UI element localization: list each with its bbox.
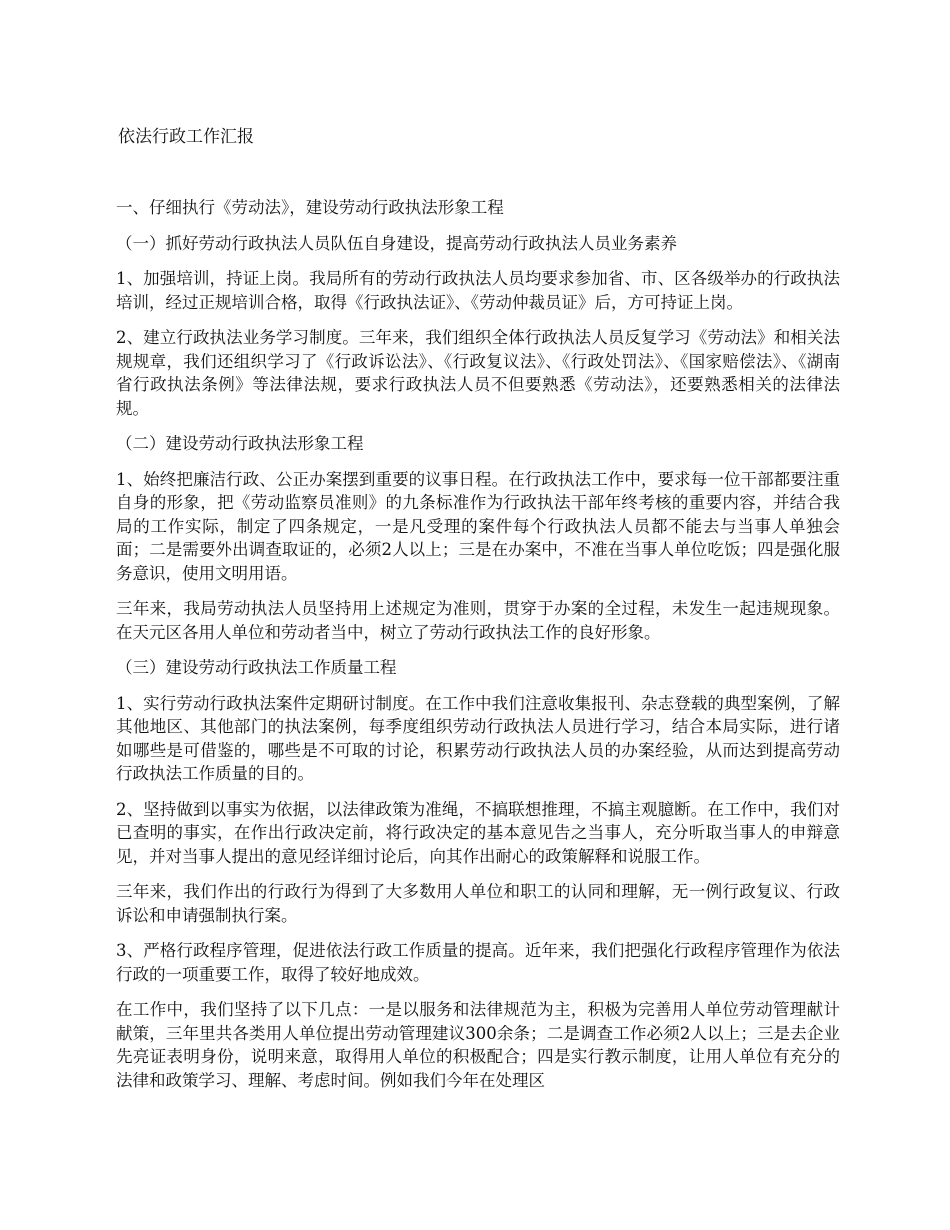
- paragraph: 3、严格行政程序管理，促进依法行政工作质量的提高。近年来，我们把强化行政程序管理作为依法行政的一项重要工作，取得了较好地成效。: [116, 941, 840, 984]
- paragraph: 三年来，我局劳动执法人员坚持用上述规定为准则，贯穿于办案的全过程，未发生一起违规现象。在天元区各用人单位和劳动者当中，树立了劳动行政执法工作的良好形象。: [116, 599, 840, 642]
- section-heading-1: 一、仔细执行《劳动法》，建设劳动行政执法形象工程: [116, 198, 504, 217]
- document-title: 依法行政工作汇报: [118, 127, 254, 147]
- paragraph: 1、始终把廉洁行政、公正办案摆到重要的议事日程。在行政执法工作中，要求每一位干部都要注重自身的形象，把《劳动监察员准则》的九条标准作为行政执法干部年终考核的重要内容，并结合我局的工作实际，制定了四条规定，一是凡受理的案件每个行政执法人员都不能去与当事人单独会面；二是需要外出调查取证的，必须2人以上；三是在办案中，不准在当事人单位吃饭；四是强化服务意识，使用文明用语。: [116, 469, 840, 583]
- paragraph: 2、建立行政执法业务学习制度。三年来，我们组织全体行政执法人员反复学习《劳动法》和相关法规规章，我们还组织学习了《行政诉讼法》、《行政复议法》、《行政处罚法》、《国家赔偿法》、《湖南省行政执法条例》等法律法规，要求行政执法人员不但要熟悉《劳动法》，还要熟悉相关的法律法规。: [116, 328, 840, 418]
- paragraph: 三年来，我们作出的行政行为得到了大多数用人单位和职工的认同和理解，无一例行政复议、行政诉讼和申请强制执行案。: [116, 882, 840, 925]
- subsection-heading-3: （三）建设劳动行政执法工作质量工程: [116, 658, 397, 677]
- document-body: [116, 196, 840, 1104]
- paragraph: 在工作中，我们坚持了以下几点：一是以服务和法律规范为主，积极为完善用人单位劳动管理献计献策，三年里共各类用人单位提出劳动管理建议300余条；二是调查工作必须2人以上；三是去企业先亮证表明身份，说明来意，取得用人单位的积极配合；四是实行教示制度，让用人单位有充分的法律和政策学习、理解、考虑时间。例如我们今年在处理区: [116, 1000, 840, 1090]
- subsection-heading-2: （二）建设劳动行政执法形象工程: [116, 434, 364, 453]
- paragraph: 1、实行劳动行政执法案件定期研讨制度。在工作中我们注意收集报刊、杂志登载的典型案例，了解其他地区、其他部门的执法案例，每季度组织劳动行政执法人员进行学习，结合本局实际，进行诸如哪些是可借鉴的，哪些是不可取的讨论，积累劳动行政执法人员的办案经验，从而达到提高劳动行政执法工作质量的目的。: [116, 693, 840, 783]
- paragraph: 1、加强培训，持证上岗。我局所有的劳动行政执法人员均要求参加省、市、区各级举办的行政执法培训，经过正规培训合格，取得《行政执法证》、《劳动仲裁员证》后，方可持证上岗。: [116, 269, 840, 312]
- paragraph: 2、坚持做到以事实为依据，以法律政策为准绳，不搞联想推理，不搞主观臆断。在工作中，我们对已查明的事实，在作出行政决定前，将行政决定的基本意见告之当事人，充分听取当事人的申辩意见，并对当事人提出的意见经详细讨论后，向其作出耐心的政策解释和说服工作。: [116, 799, 840, 866]
- subsection-heading-1: （一）抓好劳动行政执法人员队伍自身建设，提高劳动行政执法人员业务素养: [116, 233, 677, 253]
